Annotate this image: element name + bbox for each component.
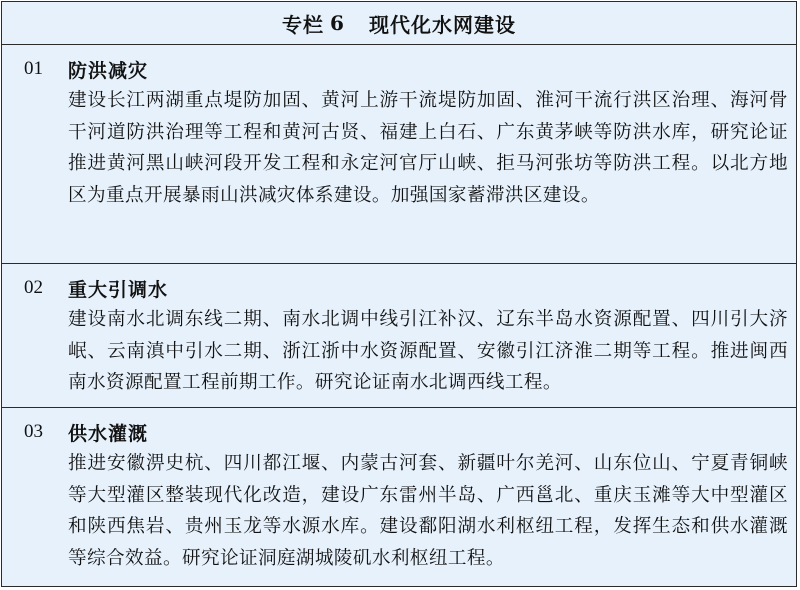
column-number: 6 (330, 11, 345, 35)
section-heading (24, 272, 788, 304)
section-flood-control (2, 45, 796, 264)
section-body: 推进安徽淠史杭、四川都江堰、内蒙古河套、新疆叶尔羌河、山东位山、宁夏青铜峡等大型灌区整装现代化改造，建设广东雷州半岛、广西邕北、重庆玉滩等大中型灌区和陕西焦岩、贵州玉龙等水源水库。建设鄱阳湖水利枢纽工程，发挥生态和供水灌溉等综合效益。研究论证洞庭湖城陵矶水利枢纽工程。 (68, 453, 788, 569)
section-water-supply-irrigation (2, 408, 796, 587)
section-heading (24, 416, 788, 448)
column-box (1, 1, 797, 587)
section-heading (24, 53, 788, 85)
section-title: 供水灌溉 (68, 422, 149, 445)
section-water-diversion (2, 264, 796, 408)
column-header (2, 2, 796, 45)
column-label: 专栏 (282, 12, 325, 37)
section-body: 建设长江两湖重点堤防加固、黄河上游干流堤防加固、淮河干流行洪区治理、海河骨干河道防洪治理等工程和黄河古贤、福建上白石、广东黄茅峡等防洪水库，研究论证推进黄河黑山峡河段开发工程和永定河官厅山峡、拒马河张坊等防洪工程。以北方地区为重点开展暴雨山洪减灾体系建设。加强国家蓄滞洪区建设。 (68, 90, 788, 206)
section-title: 重大引调水 (68, 278, 169, 301)
column-title: 现代化水网建设 (368, 12, 516, 37)
section-number: 02 (24, 277, 43, 298)
section-title: 防洪减灾 (68, 59, 149, 82)
section-body: 建设南水北调东线二期、南水北调中线引江补汉、辽东半岛水资源配置、四川引大济岷、云南滇中引水二期、浙江浙中水资源配置、安徽引江济淮二期等工程。推进闽西南水资源配置工程前期工作。研究论证南水北调西线工程。 (68, 309, 788, 393)
section-number: 01 (24, 58, 43, 79)
section-number: 03 (24, 421, 43, 442)
